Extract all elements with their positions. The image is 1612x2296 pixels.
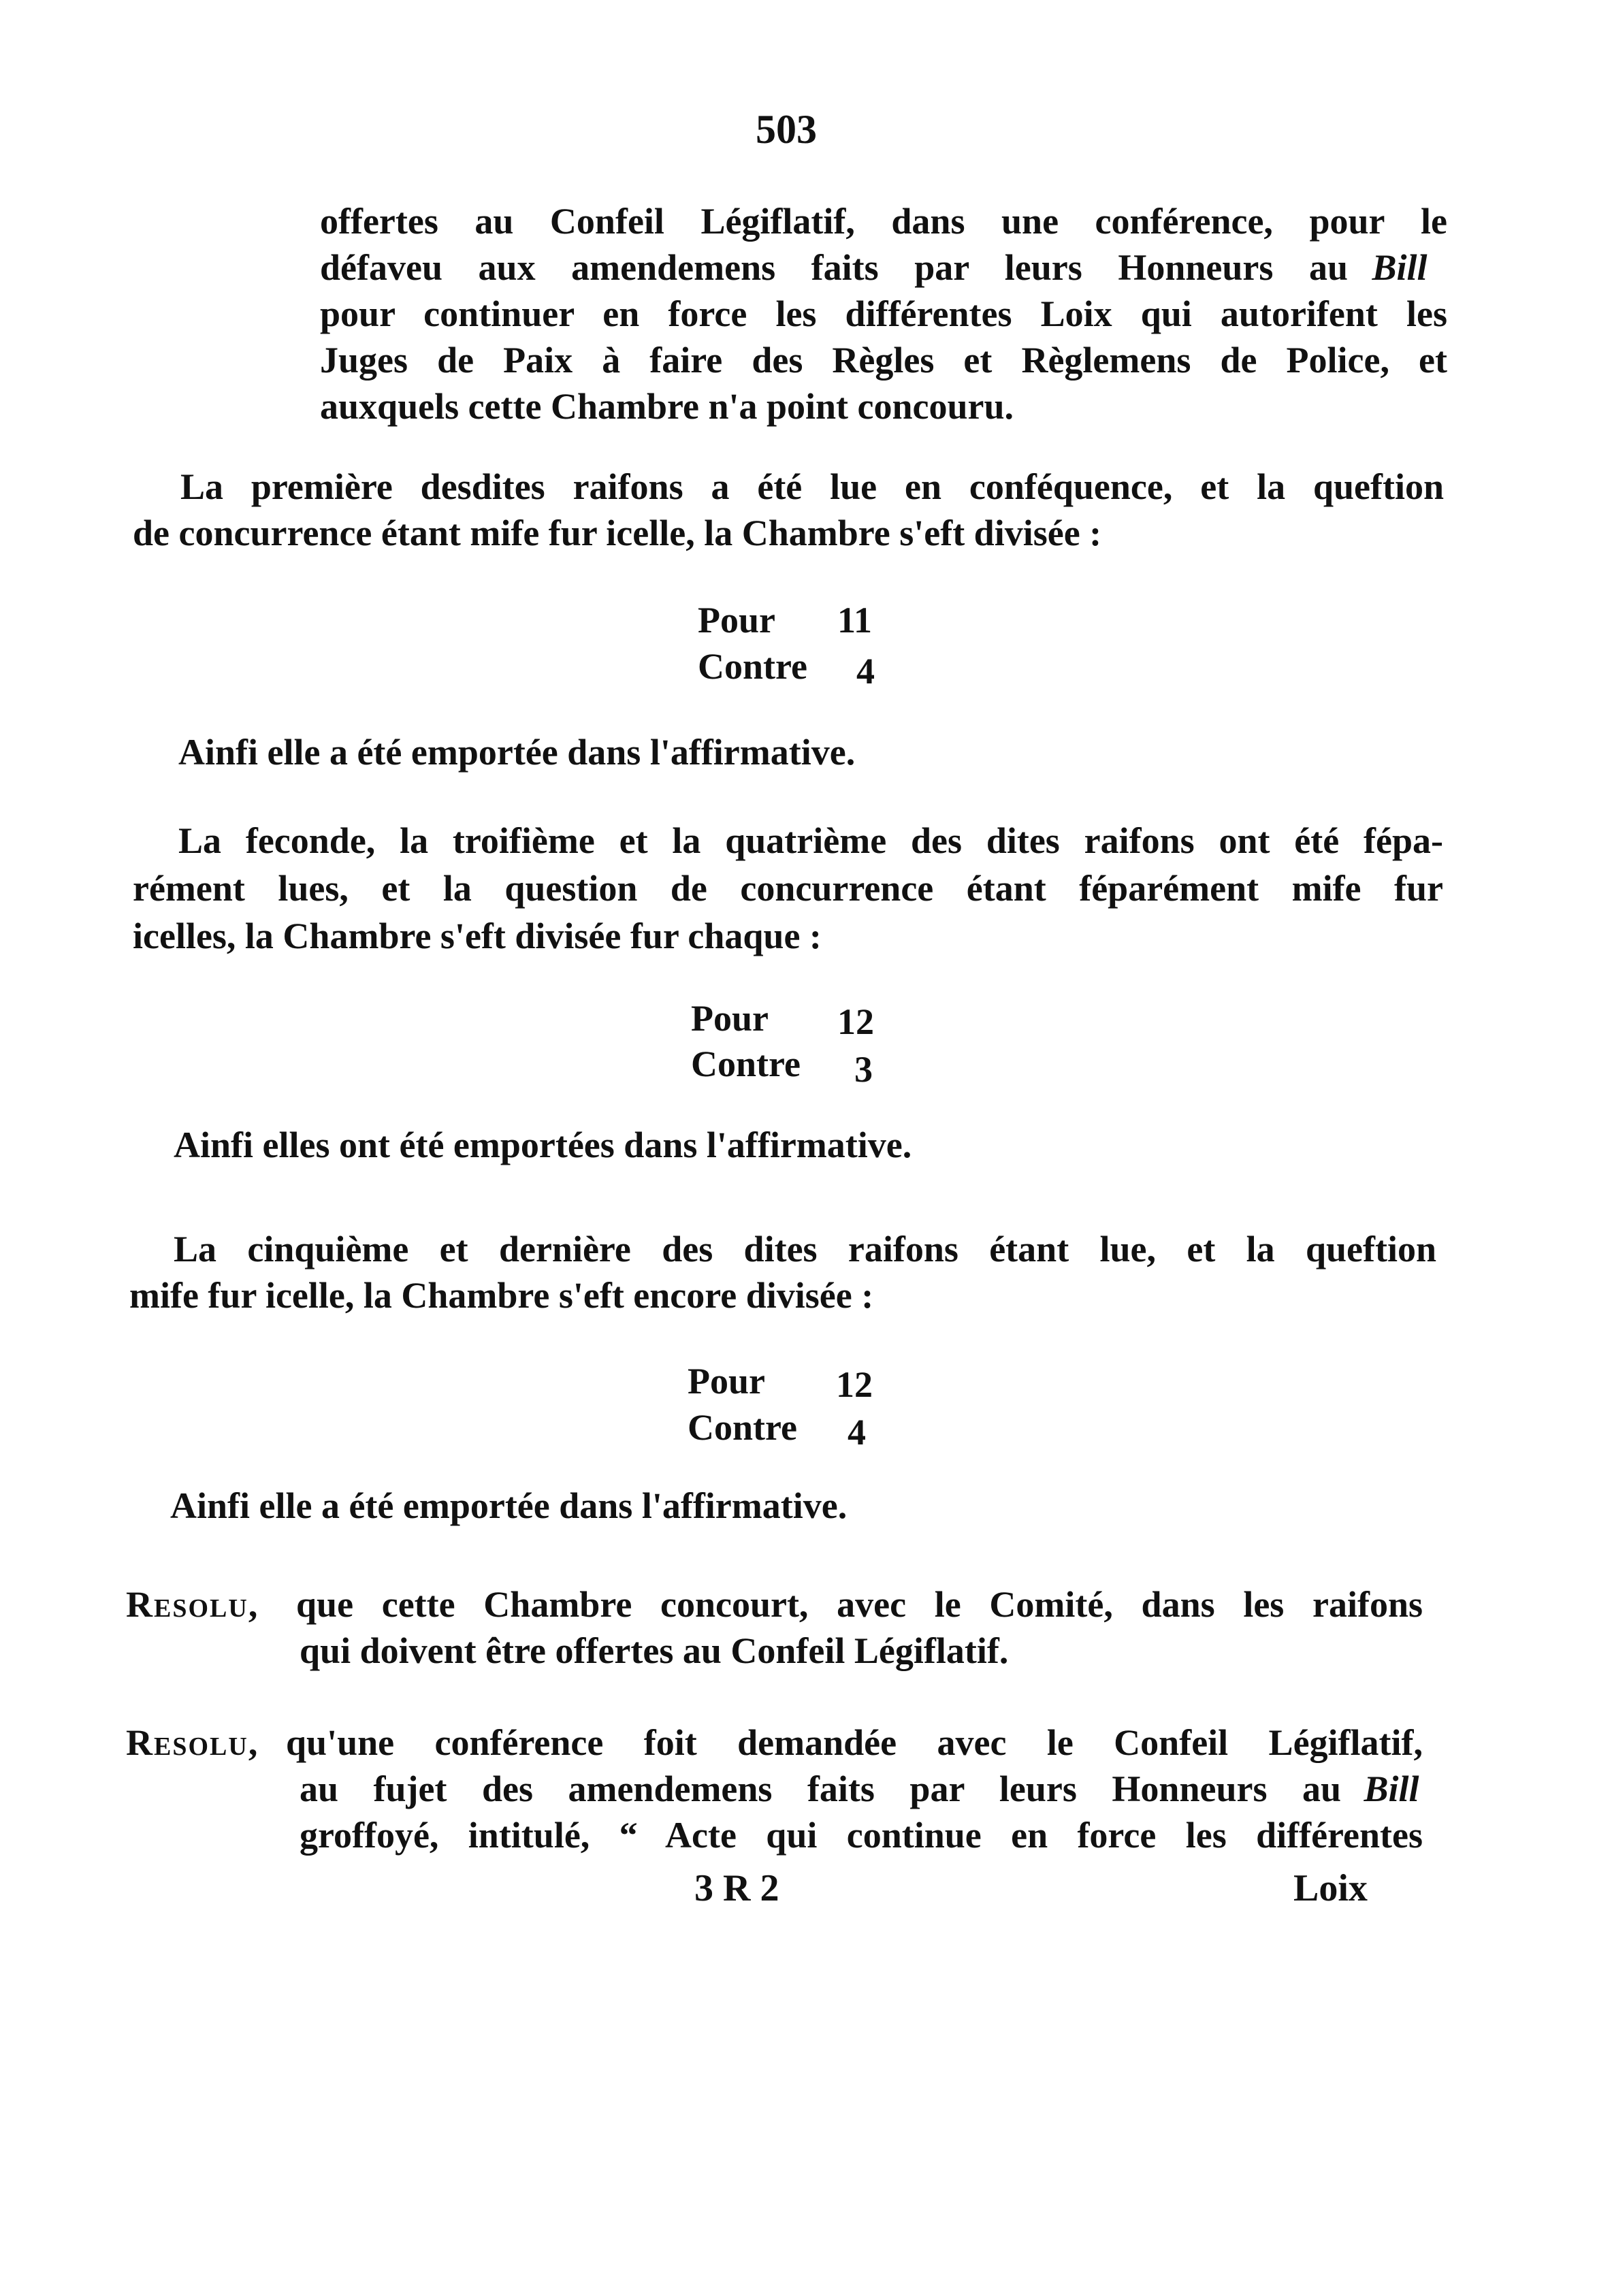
- resolution-2-keyword: Resolu,: [126, 1722, 259, 1763]
- opening-line-1: offertes au Confeil Légiflatif, dans une conférence, pour le: [320, 201, 1447, 242]
- paragraph-2-line-3: icelles, la Chambre s'eft divisée fur chaque :: [133, 916, 822, 956]
- vote-2-pour-value: 12: [837, 1001, 874, 1042]
- paragraph-3-line-1: La cinquième et dernière des dites raifons étant lue, et la queftion: [174, 1229, 1436, 1270]
- catchword: Loix: [1293, 1867, 1368, 1909]
- resolution-2-line-2-text: au fujet des amendemens faits par leurs Honneurs au: [300, 1768, 1341, 1809]
- opening-line-2-text: défaveu aux amendemens faits par leurs Honneurs au: [320, 247, 1348, 288]
- result-2: Ainfi elles ont été emportées dans l'affirmative.: [174, 1125, 912, 1165]
- vote-3-contre-value: 4: [848, 1412, 866, 1453]
- vote-1-pour-value: 11: [837, 600, 873, 641]
- opening-line-5: auxquels cette Chambre n'a point concouru.: [320, 386, 1014, 427]
- resolution-1-keyword: Resolu,: [126, 1584, 259, 1625]
- paragraph-1-line-2: de concurrence étant mife fur icelle, la Chambre s'eft divisée :: [133, 513, 1102, 553]
- paragraph-1-line-1: La première desdites raifons a été lue en conféquence, et la queftion: [180, 466, 1444, 507]
- vote-2-contre-label: Contre: [691, 1044, 801, 1084]
- opening-line-2: [320, 247, 1447, 288]
- vote-3-contre-label: Contre: [688, 1407, 797, 1448]
- result-1: Ainfi elle a été emportée dans l'affirmative.: [178, 732, 856, 773]
- vote-1-contre-value: 4: [856, 651, 875, 692]
- resolution-2-line-3: groffoyé, intitulé, “ Acte qui continue en force les différentes: [300, 1815, 1423, 1856]
- vote-3-pour-value: 12: [836, 1364, 873, 1405]
- bill-word: Bill: [1372, 247, 1428, 288]
- resolution-1-line-1: que cette Chambre concourt, avec le Comité, dans les raifons: [296, 1584, 1423, 1625]
- paragraph-3-line-2: mife fur icelle, la Chambre s'eft encore divisée :: [129, 1275, 874, 1316]
- signature-mark: 3 R 2: [694, 1867, 779, 1909]
- resolution-2-line-1: qu'une conférence foit demandée avec le Confeil Légiflatif,: [286, 1722, 1423, 1763]
- vote-2-contre-value: 3: [854, 1049, 873, 1090]
- page-number: 503: [756, 107, 817, 152]
- vote-1-pour-label: Pour: [698, 600, 775, 641]
- opening-line-3: pour continuer en force les différentes Loix qui autorifent les: [320, 293, 1447, 334]
- bill-word: Bill: [1364, 1768, 1419, 1809]
- vote-3-pour-label: Pour: [688, 1361, 765, 1402]
- resolution-1-line-2: qui doivent être offertes au Confeil Légiflatif.: [300, 1630, 1009, 1671]
- opening-line-4: Juges de Paix à faire des Règles et Règlemens de Police, et: [320, 340, 1447, 381]
- vote-1-contre-label: Contre: [698, 646, 807, 687]
- vote-2-pour-label: Pour: [691, 998, 769, 1039]
- paragraph-2-line-1: La feconde, la troifième et la quatrième des dites raifons ont été fépa-: [178, 820, 1443, 861]
- result-3: Ainfi elle a été emportée dans l'affirmative.: [170, 1485, 848, 1526]
- paragraph-2-line-2: rément lues, et la question de concurrence étant féparément mife fur: [133, 868, 1443, 909]
- resolution-2-line-2: [300, 1768, 1423, 1809]
